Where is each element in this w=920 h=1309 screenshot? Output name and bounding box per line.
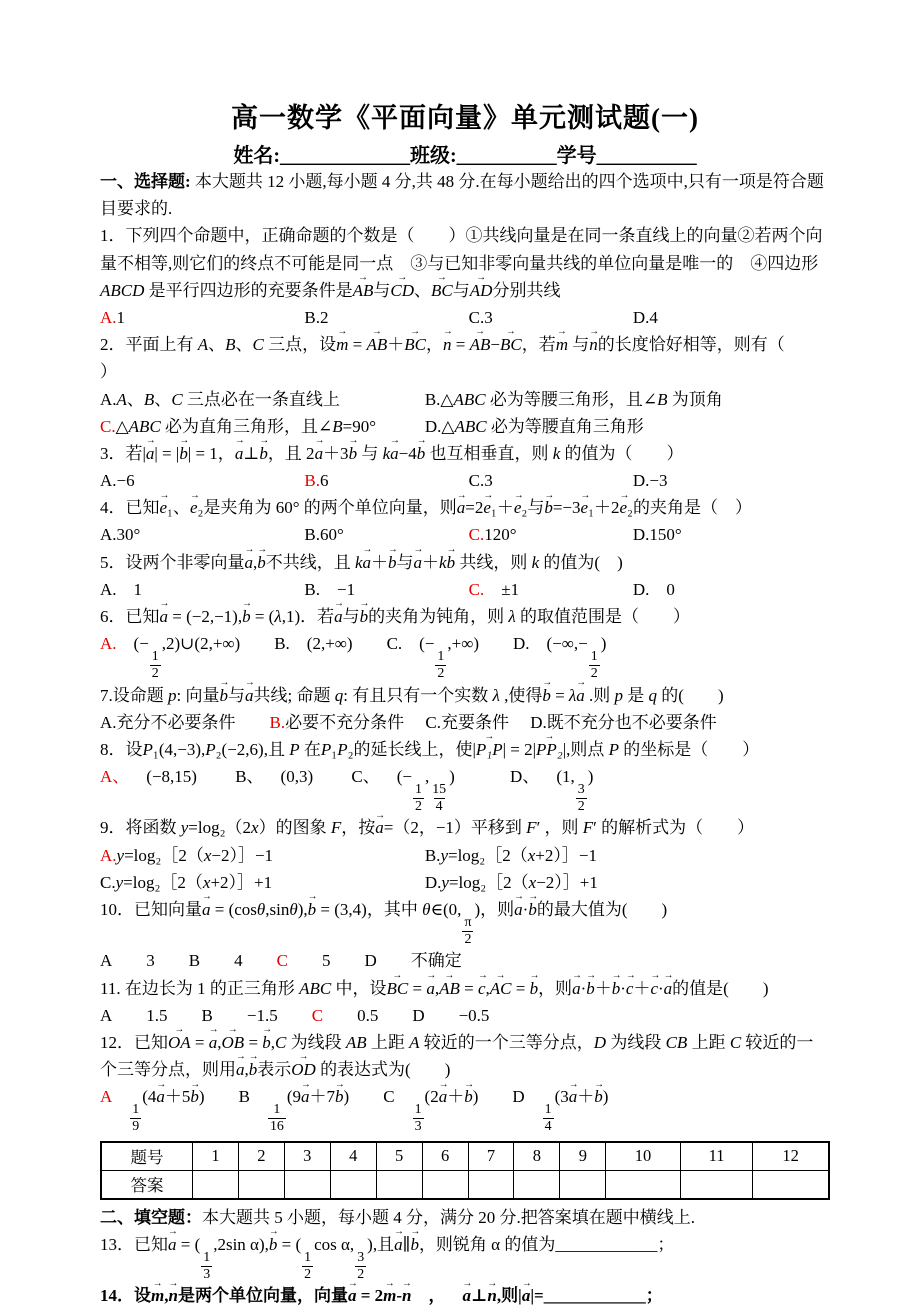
vector-symbol: e →: [514, 498, 522, 518]
vector-symbol: AB →: [353, 281, 374, 301]
question-number-cell: 4: [330, 1142, 376, 1171]
option-item: D.150°: [632, 525, 682, 545]
q2-text: 2．平面上有 A、B、C 三点，设m → = AB →＋BC →，n → = AB →−BC →，若m → 与n →的长度恰好相等，则有（）: [100, 331, 830, 385]
vector-symbol: PP₂ →: [536, 740, 563, 760]
vector-symbol: b →: [219, 686, 228, 706]
vector-symbol: b →: [410, 1235, 419, 1255]
fraction: $\frac{1}{3}$: [414, 1102, 422, 1135]
vector-symbol: b →: [594, 1087, 603, 1107]
vector-symbol: b →: [542, 686, 551, 706]
vector-symbol: e →: [483, 498, 491, 518]
name-class-number-line: 姓名:_____________班级:__________学号__________: [233, 145, 697, 167]
question-number-cell: 6: [422, 1142, 468, 1171]
question-number-cell: 11: [680, 1142, 752, 1171]
vector-symbol: e →: [581, 498, 589, 518]
vector-symbol: BC →: [431, 281, 453, 301]
answer-letter: C.: [100, 416, 116, 436]
vector-symbol: a →: [576, 686, 585, 706]
fraction: $\frac{1}{2}$: [590, 649, 598, 681]
vector-symbol: b →: [417, 444, 426, 464]
vector-symbol: a →: [390, 444, 399, 464]
answer-letter: C.: [468, 525, 485, 545]
q13-text: 13．已知a → = ( $\frac{1}{3}$ ,2sin α),b → = ( $\frac{1}{2}$ cos α, $\frac{3}{2}$ ),且a →∥b →，则锐角 α 的值为____________；: [100, 1231, 830, 1282]
answer-cell: [284, 1170, 330, 1199]
q9-text: 9．将函数 y=log₂（2x）的图象 F，按a →=（2，−1）平移到 F′ ，则 F′ 的解析式为（ ）: [100, 814, 830, 841]
vector-symbol: m →: [556, 335, 568, 355]
q2-options-cd: [100, 413, 830, 440]
answer-cell: [193, 1170, 239, 1199]
q4-options: [100, 521, 830, 548]
vector-symbol: a →: [236, 1060, 245, 1080]
option-item: D. 0: [632, 579, 675, 599]
fraction: $\frac{1}{9}$: [132, 1102, 140, 1135]
vector-symbol: BC →: [404, 335, 426, 355]
row-label-cell: 答案: [101, 1170, 193, 1199]
vector-symbol: b →: [257, 553, 266, 573]
question-number-cell: 9: [560, 1142, 606, 1171]
fraction: $\frac{1}{2}$: [414, 782, 422, 814]
q7-text: 7.设命题 p: 向量b →与a →共线; 命题 q: 有且只有一个实数 λ ,使得b → = λa → .则 p 是 q 的( ): [100, 682, 830, 709]
vector-symbol: b →: [464, 1087, 473, 1107]
vector-symbol: b →: [249, 1060, 258, 1080]
fraction: $\frac{1}{2}$: [304, 1250, 312, 1282]
fraction: $\frac{3}{2}$: [357, 1250, 365, 1282]
vector-symbol: a →: [235, 444, 244, 464]
option-item: A.1: [100, 307, 126, 327]
option-item: B.y=log₂［2（x+2）］−1: [424, 845, 597, 865]
vector-symbol: n →: [443, 335, 452, 355]
option-item: B.6: [304, 471, 329, 491]
vector-symbol: a →: [146, 444, 155, 464]
answer-letter: A.: [100, 845, 117, 865]
question-number-cell: 7: [468, 1142, 514, 1171]
q3-text: 3．若|a →| = |b →| = 1，a →⊥b →，且 2a →＋3b → 与 ka →−4b → 也互相垂直，则 k 的值为（ ）: [100, 440, 830, 467]
vector-symbol: a →: [569, 1087, 578, 1107]
q6-options: A. (− $\frac{1}{2}$ ,2)∪(2,+∞) B. (2,+∞) C. (− $\frac{1}{2}$ ,+∞) D. (−∞,− $\frac{1}{2}$ ): [100, 634, 607, 681]
vector-symbol: b →: [262, 1033, 271, 1053]
question-number-cell: 1: [193, 1142, 239, 1171]
question-number-row: [101, 1142, 829, 1171]
vector-symbol: b →: [360, 607, 369, 627]
vector-symbol: n →: [589, 335, 598, 355]
answer-table: [100, 1141, 830, 1200]
vector-symbol: OB →: [222, 1033, 245, 1053]
question-number-cell: 3: [284, 1142, 330, 1171]
option-item: A.−6: [100, 471, 135, 491]
vector-symbol: a →: [315, 444, 324, 464]
vector-symbol: b →: [179, 444, 188, 464]
vector-symbol: b →: [388, 553, 397, 573]
vector-symbol: e →: [190, 498, 198, 518]
fraction: $\frac{15}{4}$: [432, 782, 447, 814]
q10-options: A 3 B 4 C 5 D 不确定: [100, 951, 462, 971]
vector-symbol: b →: [308, 900, 317, 920]
option-item: A. 1: [100, 579, 143, 599]
q8-text: 8．设P₁(4,−3),P₂(−2,6),且 P 在P₁P₂的延长线上，使|P₁P →| = 2|PP₂ →|,则点 P 的坐标是（ ）: [100, 736, 830, 763]
q8-options: A、 (−8,15) B、 (0,3) C、 (− $\frac{1}{2}$ , $\frac{15}{4}$ ) D、 (1, $\frac{3}{2}$ ): [100, 767, 594, 814]
q10-text: 10．已知向量a → = (cosθ,sinθ),b → = (3,4)，其中 θ∈(0, $\frac{\pi}{2}$ )，则a →·b →的最大值为( ): [100, 896, 830, 947]
vector-symbol: a →: [426, 979, 435, 999]
vector-symbol: BC →: [500, 335, 522, 355]
vector-symbol: b →: [530, 979, 539, 999]
vector-symbol: c →: [650, 979, 658, 999]
vector-symbol: b →: [242, 607, 251, 627]
vector-symbol: a →: [245, 686, 254, 706]
option-item: B.2: [304, 307, 329, 327]
fraction: $\frac{1}{4}$: [544, 1102, 552, 1135]
vector-symbol: a →: [334, 607, 343, 627]
option-item: B.60°: [304, 525, 344, 545]
document-body: [100, 168, 830, 1309]
vector-symbol: BC →: [386, 979, 408, 999]
option-item: D.−3: [632, 471, 668, 491]
paper-header: [100, 30, 830, 168]
vector-symbol: a →: [245, 553, 254, 573]
q7-options: A.充分不必要条件 B.必要不充分条件 C.充要条件 D.既不充分也不必要条件: [100, 712, 717, 732]
vector-symbol: m →: [336, 335, 348, 355]
answer-cell: [238, 1170, 284, 1199]
vector-symbol: a →: [394, 1235, 403, 1255]
vector-symbol: a →: [414, 553, 423, 573]
question-number-cell: 8: [514, 1142, 560, 1171]
page-title: 高一数学《平面向量》单元测试题(一): [231, 103, 699, 133]
vector-symbol: a →: [156, 1087, 165, 1107]
fraction: $\frac{3}{2}$: [577, 782, 585, 814]
q12-text: 12．已知OA → = a →,OB → = b →,C 为线段 AB 上距 A 较近的一个三等分点，D 为线段 CB 上距 C 较近的一个三等分点，则用a →,b →表示OD → 的表达式为( ): [100, 1029, 830, 1083]
question-number-cell: 2: [238, 1142, 284, 1171]
answer-cell: [680, 1170, 752, 1199]
vector-symbol: b →: [349, 444, 358, 464]
vector-symbol: b →: [586, 979, 595, 999]
answer-cell: [560, 1170, 606, 1199]
vector-symbol: a →: [522, 1286, 531, 1306]
answer-letter: B.: [269, 712, 286, 732]
vector-symbol: a →: [160, 607, 169, 627]
question-number-cell: 5: [376, 1142, 422, 1171]
q11-text: 11. 在边长为 1 的正三角形 ABC 中，设BC → = a →,AB → = c →,AC → = b →，则a →·b →＋b →·c →＋c →·a →的值是( ): [100, 975, 830, 1002]
option-item: C.120°: [468, 525, 517, 545]
vector-symbol: b →: [528, 900, 537, 920]
vector-symbol: a →: [202, 900, 211, 920]
vector-symbol: n →: [487, 1286, 496, 1306]
vector-symbol: a →: [457, 498, 466, 518]
vector-symbol: AB →: [470, 335, 491, 355]
q6-text: 6．已知a → = (−2,−1),b → = (λ,1)．若a →与b →的夹角为钝角，则 λ 的取值范围是（ ）: [100, 603, 830, 630]
option-item: D.△ABC 必为等腰直角三角形: [424, 416, 644, 436]
answer-row: [101, 1170, 829, 1199]
answer-cell: [468, 1170, 514, 1199]
fraction: $\frac{1}{2}$: [151, 649, 159, 681]
q1-text: 1．下列四个命题中，正确命题的个数是（ ）①共线向量是在同一条直线上的向量②若两个向量不相等,则它们的终点不可能是同一点 ③与已知非零向量共线的单位向量是唯一的 ④四边形 ABCD 是平行四边形的充要条件是AB →与CD →、BC →与AD →分别共线: [100, 222, 830, 304]
q5-text: 5．设两个非零向量a →,b →不共线，且 ka →＋b →与a →＋kb → 共线，则 k 的值为( ): [100, 549, 830, 576]
row-label-cell: 题号: [101, 1142, 193, 1171]
vector-symbol: OA →: [168, 1033, 191, 1053]
option-item: C.3: [468, 471, 493, 491]
q11-options: A 1.5 B −1.5 C 0.5 D −0.5: [100, 1005, 490, 1025]
vector-symbol: b →: [335, 1087, 344, 1107]
fraction: $\frac{1}{16}$: [269, 1102, 284, 1135]
answer-cell: [606, 1170, 681, 1199]
answer-cell: [753, 1170, 829, 1199]
answer-cell: [376, 1170, 422, 1199]
fraction: $\frac{1}{3}$: [203, 1250, 211, 1282]
vector-symbol: n →: [168, 1286, 177, 1306]
question-number-cell: 10: [606, 1142, 681, 1171]
answer-letter: C.: [468, 579, 485, 599]
option-item: D.4: [632, 307, 658, 327]
vector-symbol: a →: [463, 1286, 472, 1306]
q2-options-ab: [100, 386, 830, 413]
vector-symbol: P₁P →: [476, 740, 503, 760]
question-number-cell: 12: [753, 1142, 829, 1171]
vector-symbol: n →: [402, 1286, 411, 1306]
q14-text: 14．设m →,n →是两个单位向量，向量a → = 2m →-n → ， a →⊥n →,则|a →|=____________；: [100, 1282, 830, 1309]
q4-text: 4．已知e →₁、e →₂是夹角为 60° 的两个单位向量，则a →=2e →₁＋e →₂与b →=−3e →₁＋2e →₂的夹角是（ ）: [100, 494, 830, 521]
vector-symbol: e →: [620, 498, 628, 518]
vector-symbol: AB →: [439, 979, 460, 999]
option-item: C. ±1: [468, 579, 520, 599]
answer-cell: [422, 1170, 468, 1199]
option-item: C.y=log₂［2（x+2）］+1: [100, 872, 273, 892]
answer-letter: C: [311, 1005, 324, 1025]
q5-options: [100, 576, 830, 603]
vector-symbol: a →: [375, 818, 384, 838]
vector-symbol: a →: [168, 1235, 177, 1255]
option-item: D.y=log₂［2（x−2）］+1: [424, 872, 598, 892]
vector-symbol: AD →: [470, 281, 493, 301]
vector-symbol: m →: [383, 1286, 396, 1306]
vector-symbol: CD →: [390, 281, 414, 301]
vector-symbol: b →: [190, 1087, 199, 1107]
option-item: B. −1: [304, 579, 356, 599]
answer-letter: A: [100, 1087, 113, 1107]
q9-options-ab: [100, 842, 830, 869]
vector-symbol: c →: [626, 979, 634, 999]
vector-symbol: a →: [514, 900, 523, 920]
vector-symbol: AB →: [367, 335, 388, 355]
option-item: C.△ABC 必为直角三角形，且∠B=90°: [100, 416, 377, 436]
answer-cell: [330, 1170, 376, 1199]
answer-letter: C: [276, 951, 288, 971]
vector-symbol: AC →: [490, 979, 512, 999]
q12-options: A $\frac{1}{9}$ (4a →＋5b →) B $\frac{1}{16}$ (9a →＋7b →) C $\frac{1}{3}$ (2a →＋b →) D $\frac{1}{4}$ (3a →＋b →): [100, 1083, 830, 1134]
section-1-header: 一、选择题: 本大题共 12 小题,每小题 4 分,共 48 分.在每小题给出的四个选项中,只有一项是符合题目要求的.: [100, 172, 824, 219]
vector-symbol: a →: [348, 1286, 357, 1306]
answer-letter: A.: [100, 634, 117, 654]
vector-symbol: e →: [160, 498, 168, 518]
vector-symbol: a →: [363, 553, 372, 573]
vector-symbol: b →: [612, 979, 621, 999]
option-item: A.A、B、C 三点必在一条直线上: [100, 389, 340, 409]
option-item: C.3: [468, 307, 493, 327]
fraction: $\frac{1}{2}$: [437, 649, 445, 681]
vector-symbol: m →: [151, 1286, 164, 1306]
answer-letter: B.: [304, 471, 320, 491]
answer-letter: A、: [100, 767, 130, 787]
vector-symbol: a →: [439, 1087, 448, 1107]
q1-options: [100, 304, 830, 331]
fraction: $\frac{\pi}{2}$: [464, 915, 472, 947]
vector-symbol: a →: [209, 1033, 218, 1053]
answer-cell: [514, 1170, 560, 1199]
vector-symbol: a →: [664, 979, 673, 999]
vector-symbol: OD →: [291, 1060, 316, 1080]
vector-symbol: b →: [447, 553, 456, 573]
vector-symbol: c →: [478, 979, 486, 999]
vector-symbol: b →: [269, 1235, 278, 1255]
option-item: A.30°: [100, 525, 141, 545]
answer-letter: A.: [100, 307, 117, 327]
vector-symbol: a →: [301, 1087, 310, 1107]
section-2-header: 二、填空题：本大题共 5 小题，每小题 4 分，满分 20 分.把答案填在题中横线上.: [100, 1207, 695, 1227]
option-item: B.△ABC 必为等腰三角形，且∠B 为顶角: [424, 389, 723, 409]
vector-symbol: a →: [572, 979, 581, 999]
vector-symbol: b →: [544, 498, 553, 518]
vector-symbol: b →: [259, 444, 268, 464]
option-item: A.y=log₂［2（x−2）］−1: [100, 845, 274, 865]
